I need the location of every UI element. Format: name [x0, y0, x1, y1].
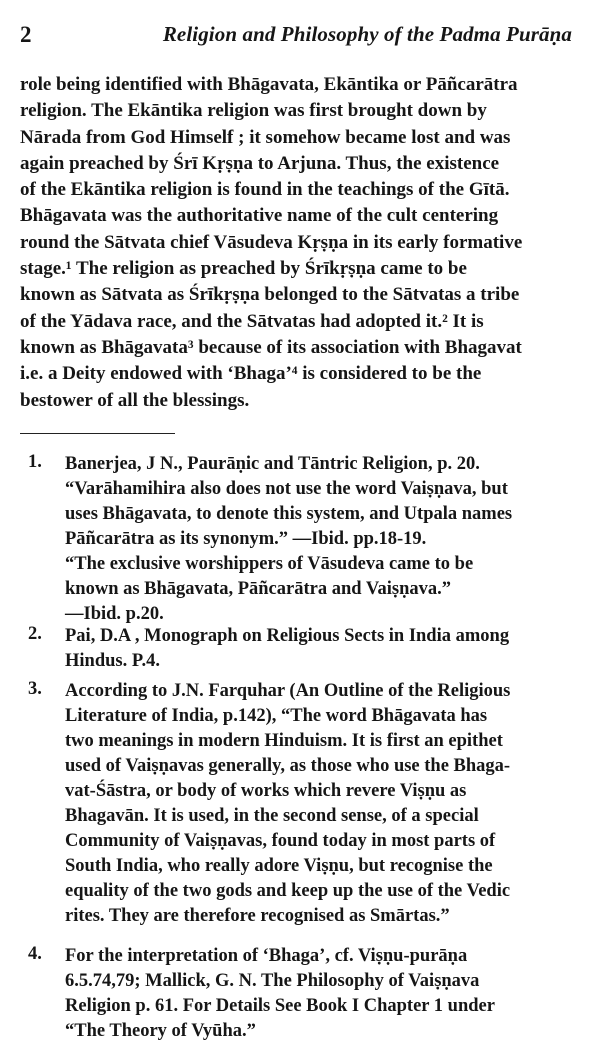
footnote-number: 1.	[28, 452, 42, 472]
footnote-2	[20, 624, 572, 679]
footnote-4	[20, 944, 572, 1054]
footnote-line: Community of Vaiṣṇavas, found today in most parts of	[65, 831, 496, 851]
page-header	[20, 22, 572, 58]
footnote-line: rites. They are therefore recognised as Smārtas.”	[65, 906, 450, 926]
running-title: Religion and Philosophy of the Padma Purāṇa	[162, 22, 572, 46]
footnote-line: used of Vaiṣṇavas generally, as those who use the Bhaga-	[65, 756, 511, 776]
body-line: round the Sātvata chief Vāsudeva Kṛṣṇa in its early formative	[20, 231, 523, 253]
body-line: i.e. a Deity endowed with ‘Bhaga’⁴ is considered to be the	[20, 363, 482, 385]
footnote-line: “Varāhamihira also does not use the word Vaiṣṇava, but	[65, 479, 508, 499]
footnote-line: 6.5.74,79; Mallick, G. N. The Philosophy of Vaiṣṇava	[65, 971, 480, 991]
footnote-line: Bhagavān. It is used, in the second sense, of a special	[65, 806, 479, 826]
body-line: Bhāgavata was the authoritative name of the cult centering	[20, 205, 499, 227]
body-line: again preached by Śrī Kṛṣṇa to Arjuna. Thus, the existence	[20, 152, 500, 174]
footnote-line: Literature of India, p.142), “The word Bhāgavata has	[65, 706, 488, 726]
page-number: 2	[20, 22, 32, 47]
body-line: stage.¹ The religion as preached by Śrīkṛṣṇa came to be	[20, 258, 467, 280]
body-line: Nārada from God Himself ; it somehow became lost and was	[20, 126, 511, 148]
footnote-line: “The exclusive worshippers of Vāsudeva came to be	[65, 554, 474, 574]
footnotes	[20, 452, 572, 1054]
footnote-number: 2.	[28, 624, 42, 644]
footnote-number: 4.	[28, 944, 42, 964]
body-line: bestower of all the blessings.	[20, 389, 250, 411]
body-line: of the Yādava race, and the Sātvatas had adopted it.² It is	[20, 310, 484, 332]
footnote-line: “The Theory of Vyūha.”	[65, 1021, 256, 1041]
footnote-3	[20, 679, 572, 944]
main-paragraph	[20, 72, 572, 414]
footnote-rule	[20, 433, 175, 434]
footnote-line: Hindus. P.4.	[65, 651, 160, 671]
footnote-line: Pai, D.A , Monograph on Religious Sects in India among	[65, 626, 510, 646]
footnote-line: Religion p. 61. For Details See Book I Chapter 1 under	[65, 996, 495, 1016]
body-line: religion. The Ekāntika religion was first brought down by	[20, 100, 487, 122]
body-line: role being identified with Bhāgavata, Ekāntika or Pāñcarātra	[20, 74, 518, 95]
body-line: known as Sātvata as Śrīkṛṣṇa belonged to the Sātvatas a tribe	[20, 284, 520, 306]
footnote-number: 3.	[28, 679, 42, 699]
body-line: of the Ekāntika religion is found in the teachings of the Gītā.	[20, 179, 510, 201]
footnote-line: equality of the two gods and keep up the use of the Vedic	[65, 881, 511, 901]
body-line: known as Bhāgavata³ because of its association with Bhagavat	[20, 336, 522, 358]
footnote-line: South India, who really adore Viṣṇu, but recognise the	[65, 856, 493, 876]
footnote-line: According to J.N. Farquhar (An Outline of the Religious	[65, 681, 511, 701]
footnote-line: uses Bhāgavata, to denote this system, and Utpala names	[65, 504, 513, 524]
footnote-line: two meanings in modern Hinduism. It is first an epithet	[65, 731, 503, 751]
footnote-line: vat-Śāstra, or body of works which revere Viṣṇu as	[65, 781, 467, 801]
footnote-1	[20, 452, 572, 624]
footnote-line: Banerjea, J N., Paurāṇic and Tāntric Religion, p. 20.	[65, 454, 480, 474]
footnote-line: Pāñcarātra as its synonym.” —Ibid. pp.18-19.	[65, 529, 427, 549]
footnote-line: For the interpretation of ‘Bhaga’, cf. Viṣṇu-purāṇa	[65, 946, 468, 966]
footnote-line: known as Bhāgavata, Pāñcarātra and Vaiṣṇava.”	[65, 579, 452, 599]
footnote-line: —Ibid. p.20.	[65, 604, 164, 624]
